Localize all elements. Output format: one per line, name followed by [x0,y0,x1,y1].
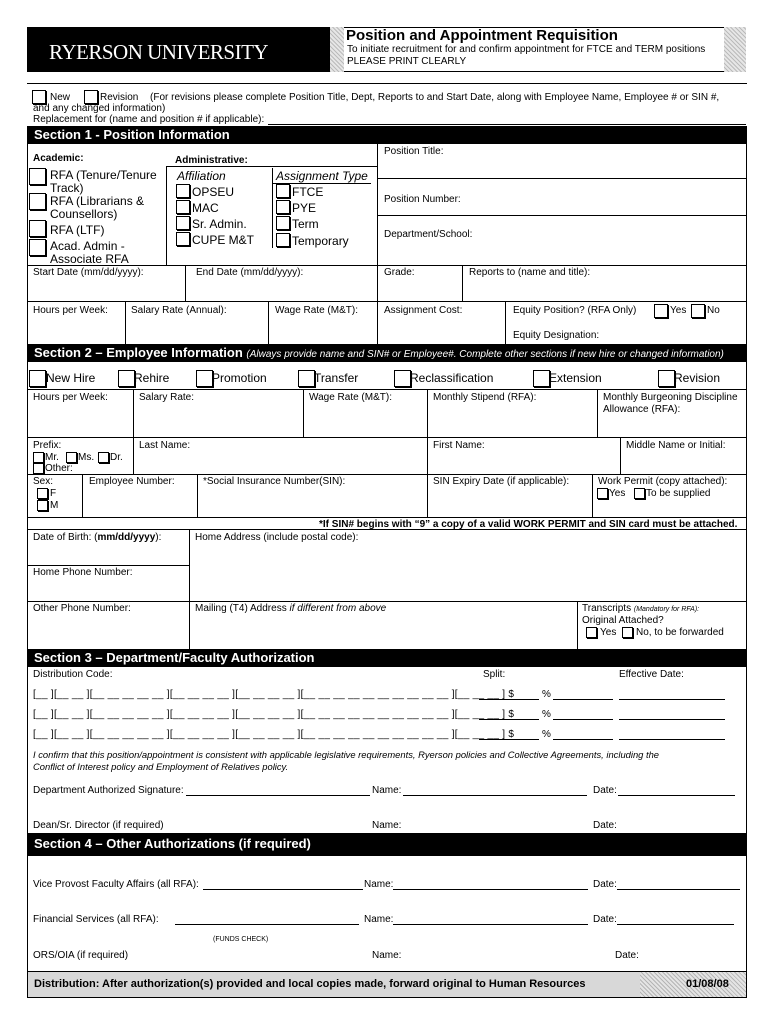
transcripts-label-text: Transcripts [582,603,632,614]
new-label: New [50,92,71,103]
reports-to-label: Reports to (name and title): [469,267,591,278]
vp-signature-line[interactable] [203,889,363,890]
section4-header [27,833,747,856]
temporary-checkbox[interactable] [276,233,290,247]
transcripts-yes-checkbox[interactable] [586,627,597,638]
financial-services-label: Financial Services (all RFA): [33,914,159,925]
acad-admin-checkbox[interactable] [29,239,46,256]
employee-number-label: Employee Number: [89,476,175,487]
rehire-checkbox[interactable] [118,370,135,387]
distribution-instructions: Distribution: After authorization(s) provided and local copies made, forward original to Human Resources [34,978,586,990]
split-percent-2: % [542,709,551,720]
sr-admin-label: Sr. Admin. [192,217,247,231]
vp-date-line[interactable] [617,889,740,890]
split-percent-1: % [542,689,551,700]
revision-label: Revision [100,92,139,103]
pye-checkbox[interactable] [276,200,290,214]
logo-text: RYERSON UNIVERSITY [49,40,269,64]
sin-note: *If SIN# begins with “9” a copy of a valid WORK PERMIT and SIN card must be attached. [319,519,738,530]
reclassification-checkbox[interactable] [394,370,411,387]
form-revision-date: 01/08/08 [686,978,729,990]
sex-f-checkbox[interactable] [37,488,48,499]
section3-header [27,649,747,667]
ors-oia-date-label: Date: [615,950,639,961]
s2-salary-label: Salary Rate: [139,392,195,403]
extension-checkbox[interactable] [533,370,550,387]
vp-name-label: Name: [364,879,394,890]
dept-signature-label: Department Authorized Signature: [33,785,184,796]
dept-name-label: Name: [372,785,402,796]
rfa-tenure-checkbox[interactable] [29,168,46,185]
print-clearly-note: PLEASE PRINT CLEARLY [347,56,467,67]
transcripts-yes-label: Yes [600,627,617,638]
work-permit-supplied-label: To be supplied [646,488,711,499]
acad-admin-label-cont: Associate RFA [50,252,129,266]
promotion-checkbox[interactable] [196,370,213,387]
sr-admin-checkbox[interactable] [176,216,190,230]
dean-date-label: Date: [593,820,617,831]
mac-label: MAC [192,201,219,215]
start-date-label: Start Date (mm/dd/yyyy): [33,267,144,278]
burgeoning-label-cont: Allowance (RFA): [603,404,681,415]
stipend-label: Monthly Stipend (RFA): [433,392,537,403]
section2-header [27,344,747,362]
end-date-label: End Date (mm/dd/yyyy): [196,267,304,278]
transcripts-no-checkbox[interactable] [622,627,633,638]
rfa-librarians-label-cont: Counsellors) [50,207,118,221]
replacement-note: Replacement for (name and position # if applicable): [33,114,265,125]
dean-name-label: Name: [372,820,402,831]
promotion-label: Promotion [212,371,267,385]
rfa-ltf-checkbox[interactable] [29,220,46,237]
distribution-code-row-2[interactable]: [__ ][__ __ ][__ __ __ __ __ ][__ __ __ __ ][__ __ __ __ ][__ __ __ __ __ __ __ __ __ __ ][__ __ __ ] $ [33,709,515,720]
ms-checkbox[interactable] [66,452,77,463]
affiliation-label: Affiliation [177,169,226,183]
revision-note: (For revisions please complete Position Title, Dept, Reports to and Start Date, along with Employee Name, Employee # or SIN #, [150,92,720,103]
sex-label: Sex: [33,476,54,487]
work-permit-yes-label: Yes [609,488,626,499]
first-name-label: First Name: [433,440,485,451]
vp-date-label: Date: [593,879,617,890]
mr-checkbox[interactable] [33,452,44,463]
dob-label [33,532,161,544]
other-prefix-checkbox[interactable] [33,463,44,474]
confirmation-statement-cont: Conflict of Interest policy and Employment of Relatives policy. [33,761,289,772]
mailing-note: if different from above [289,603,387,614]
rfa-tenure-label: RFA (Tenure/Tenure [50,168,157,182]
financial-date-label: Date: [593,914,617,925]
temporary-label: Temporary [292,234,349,248]
other-prefix-label: Other: [45,463,73,474]
work-permit-label: Work Permit (copy attached): [598,476,728,487]
hours-per-week-label: Hours per Week: [33,305,108,316]
acad-admin-label: Acad. Admin - [50,239,125,253]
equity-designation-label: Equity Designation: [513,330,600,341]
distribution-code-row-3[interactable]: [__ ][__ __ ][__ __ __ __ __ ][__ __ __ __ ][__ __ __ __ ][__ __ __ __ __ __ __ __ __ __ ][__ __ __ ] $ [33,729,515,740]
reclassification-label: Reclassification [410,371,494,385]
dr-label: Dr. [110,452,123,463]
split-label: Split: [483,669,506,680]
cupe-checkbox[interactable] [176,232,190,246]
salary-rate-label: Salary Rate (Annual): [131,305,227,316]
dean-label: Dean/Sr. Director (if required) [33,820,164,831]
dept-date-line[interactable] [618,795,735,796]
ors-oia-label: ORS/OIA (if required) [33,950,129,961]
section4-title: Section 4 – Other Authorizations (if required) [34,836,311,851]
opseu-label: OPSEU [192,185,235,199]
mailing-label [195,603,386,615]
other-phone-label: Other Phone Number: [33,603,131,614]
last-name-label: Last Name: [139,440,191,451]
revision-note-cont: and any changed information) [33,103,166,114]
s2-hours-label: Hours per Week: [33,392,108,403]
vp-name-line[interactable] [393,889,588,890]
burgeoning-label: Monthly Burgeoning Discipline [603,392,738,403]
revision-type-checkbox[interactable] [658,370,675,387]
grade-label: Grade: [384,267,415,278]
rfa-tenure-label-cont: Track) [50,181,84,195]
sex-m-label: M [50,500,59,511]
split-percent-3: % [542,729,551,740]
assignment-cost-label: Assignment Cost: [384,305,463,316]
section3-title: Section 3 – Department/Faculty Authorization [34,650,315,665]
dob-label-prefix: Date of Birth: ( [33,532,98,543]
rfa-librarians-checkbox[interactable] [29,193,46,210]
mailing-label-text: Mailing (T4) Address [195,603,287,614]
rfa-librarians-label: RFA (Librarians & [50,194,145,208]
rfa-ltf-label: RFA (LTF) [50,223,105,237]
department-label: Department/School: [384,229,473,240]
section2-title: Section 2 – Employee Information [34,345,243,360]
equity-yes-label: Yes [670,305,687,316]
mac-checkbox[interactable] [176,200,190,214]
administrative-label: Administrative: [175,155,248,166]
sin-expiry-label: SIN Expiry Date (if applicable): [433,476,570,487]
ms-label: Ms. [78,452,95,463]
dept-date-label: Date: [593,785,617,796]
wage-rate-label: Wage Rate (M&T): [275,305,358,316]
header-pattern-left [330,27,344,72]
form-subtitle: To initiate recruitment for and confirm appointment for FTCE and TERM positions [347,44,706,55]
revision-checkbox[interactable] [84,90,98,104]
sex-f-label: F [50,488,57,499]
extension-label: Extension [549,371,602,385]
pye-label: PYE [292,201,317,215]
work-permit-supplied-checkbox[interactable] [634,488,645,499]
financial-signature-line[interactable] [175,924,359,925]
new-hire-checkbox[interactable] [29,370,46,387]
transfer-checkbox[interactable] [298,370,315,387]
equity-position-label: Equity Position? (RFA Only) [513,305,637,316]
ftce-checkbox[interactable] [276,184,290,198]
position-number-label: Position Number: [384,194,461,205]
section2-title-wrap [34,346,724,362]
assignment-type-label: Assignment Type [276,169,368,183]
vp-faculty-label: Vice Provost Faculty Affairs (all RFA): [33,879,199,890]
home-address-label: Home Address (include postal code): [195,532,359,543]
distribution-code-label: Distribution Code: [33,669,113,680]
s2-wage-label: Wage Rate (M&T): [309,392,392,403]
section2-title-note: (Always provide name and SIN# or Employee#. Complete other sections if new hire or changed information) [246,349,724,360]
equity-no-checkbox[interactable] [691,304,705,318]
section1-header [27,126,747,144]
transcripts-no-label: No, to be forwarded [636,627,724,638]
sex-m-checkbox[interactable] [37,500,48,511]
logo-block [27,27,330,72]
dob-label-format: mm/dd/yyyy [97,532,156,543]
academic-label: Academic: [33,153,84,164]
dept-name-line[interactable] [403,795,587,796]
financial-name-line[interactable] [393,924,588,925]
distribution-code-row-1[interactable]: [__ ][__ __ ][__ __ __ __ __ ][__ __ __ __ ][__ __ __ __ ][__ __ __ __ __ __ __ __ __ __ ][__ __ __ ] $ [33,689,515,700]
new-hire-label: New Hire [46,371,96,385]
middle-name-label: Middle Name or Initial: [626,440,726,451]
financial-name-label: Name: [364,914,394,925]
work-permit-yes-checkbox[interactable] [597,488,608,499]
opseu-checkbox[interactable] [176,184,190,198]
confirmation-statement: I confirm that this position/appointment is consistent with applicable legislative requirements, Ryerson policies and Collective Agreements, including the [33,749,660,760]
revision-type-label: Revision [674,371,721,385]
term-label: Term [292,217,319,231]
dept-signature-line[interactable] [186,795,370,796]
section1-title: Section 1 - Position Information [34,127,230,142]
funds-check-label: (FUNDS CHECK) [213,936,269,943]
sin-label: *Social Insurance Number(SIN): [203,476,346,487]
dob-label-suffix: ): [155,532,162,543]
equity-yes-checkbox[interactable] [654,304,668,318]
prefix-label: Prefix: [33,440,62,451]
term-checkbox[interactable] [276,216,290,230]
home-phone-label: Home Phone Number: [33,567,133,578]
effective-date-label: Effective Date: [619,669,684,680]
form-title: Position and Appointment Requisition [346,27,618,44]
transfer-label: Transfer [314,371,359,385]
ftce-label: FTCE [292,185,324,199]
header-pattern-right [724,27,746,72]
ors-oia-name-label: Name: [372,950,402,961]
new-checkbox[interactable] [32,90,46,104]
transcripts-note: (Mandatory for RFA): [633,606,700,613]
financial-date-line[interactable] [617,924,734,925]
position-title-label: Position Title: [384,146,444,157]
equity-no-label: No [707,305,720,316]
cupe-label: CUPE M&T [192,233,255,247]
mr-label: Mr. [45,452,59,463]
original-attached-label: Original Attached? [582,615,664,626]
rehire-label: Rehire [134,371,170,385]
dr-checkbox[interactable] [98,452,109,463]
